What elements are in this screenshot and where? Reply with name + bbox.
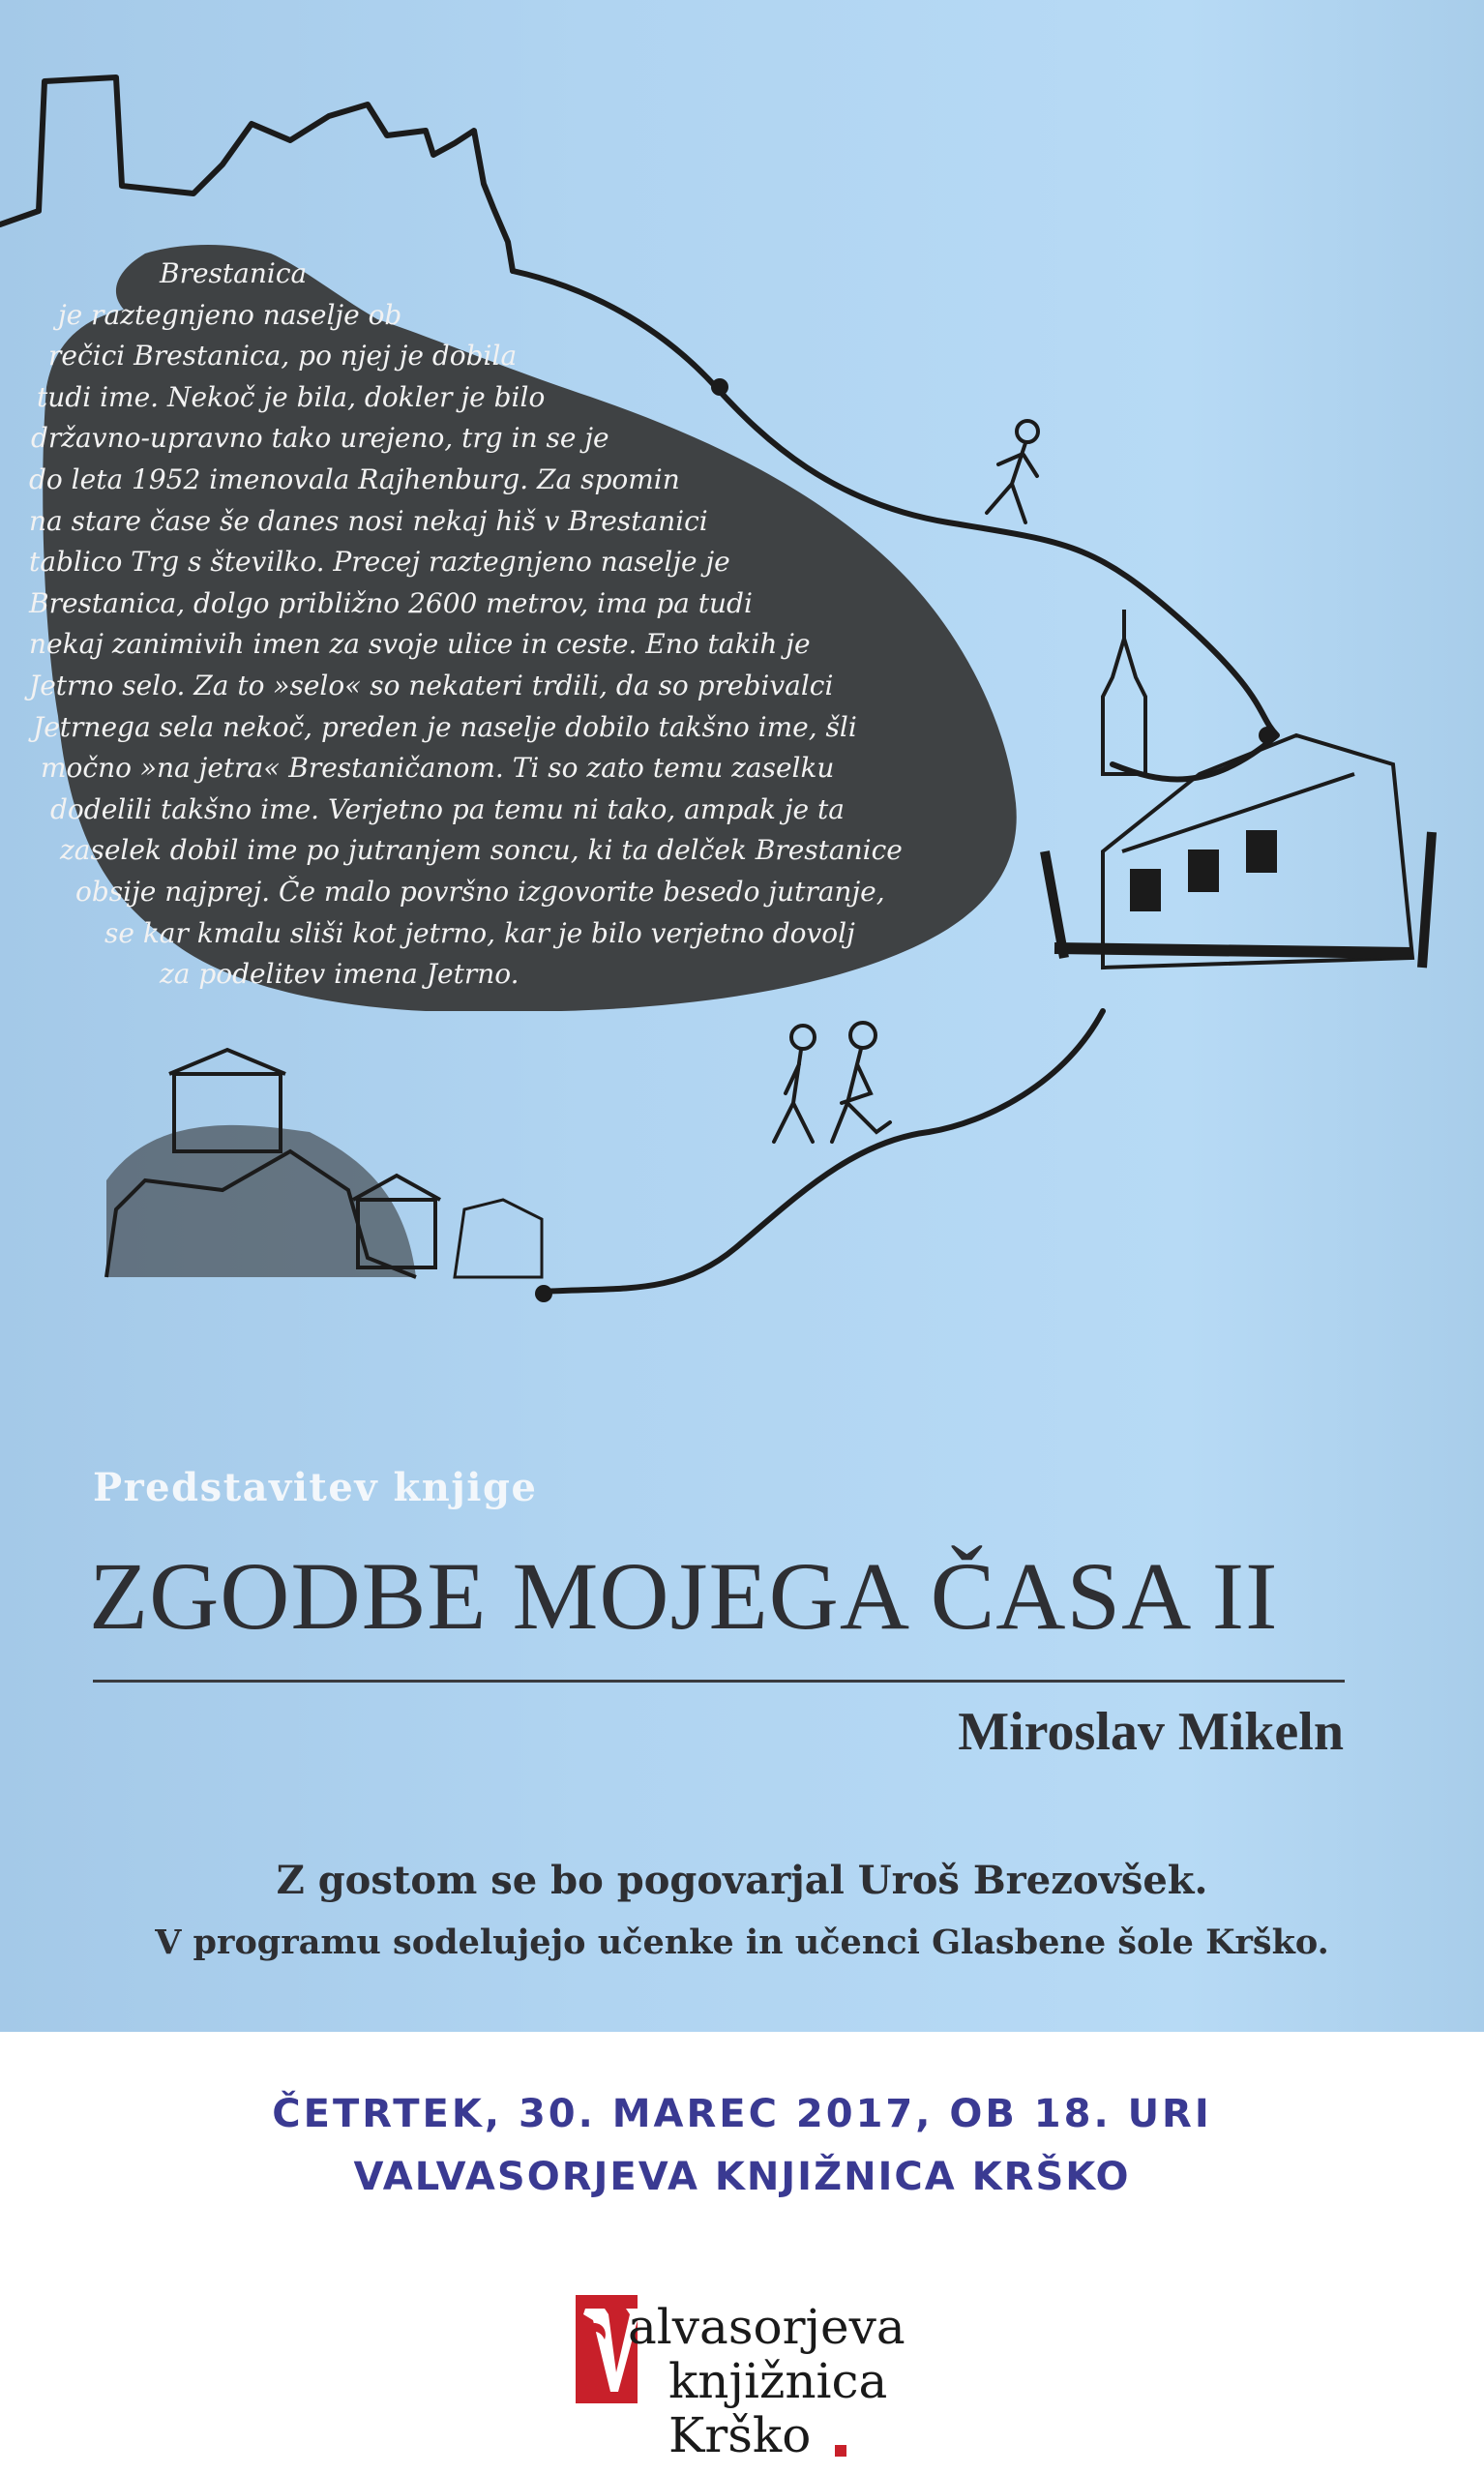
castle-on-rock-illustration — [106, 1050, 542, 1277]
bubble-line: obsije najprej. Če malo površno izgovorite besedo jutranje, — [75, 875, 885, 908]
bubble-line: na stare čase še danes nosi nekaj hiš v Brestanici — [29, 504, 708, 537]
bubble-line: dodelili takšno ime. Verjetno pa temu ni tako, ampak je ta — [50, 792, 845, 825]
book-intro-label: Predstavitev knjige — [93, 1465, 538, 1510]
bubble-line: do leta 1952 imenovala Rajhenburg. Za spomin — [29, 462, 680, 495]
bubble-line: Brestanica, dolgo približno 2600 metrov, ima pa tudi — [29, 586, 753, 619]
bubble-line: rečici Brestanica, po njej je dobila — [48, 340, 518, 373]
logo-text-line-2: knjižnica — [668, 2353, 888, 2409]
bubble-line: državno-upravno tako urejeno, trg in se je — [31, 422, 609, 455]
title-divider — [93, 1680, 1345, 1683]
book-author: Miroslav Mikeln — [958, 1702, 1344, 1762]
book-title: ZGODBE MOJEGA ČASA II — [89, 1542, 1279, 1650]
event-date: ČETRTEK, 30. MAREC 2017, OB 18. URI — [272, 2092, 1212, 2136]
bubble-line: se kar kmalu sliši kot jetrno, kar je bilo verjetno dovolj — [104, 916, 855, 949]
logo-text-line-1: alvasorjeva — [628, 2299, 905, 2355]
event-venue: VALVASORJEVA KNJIŽNICA KRŠKO — [353, 2155, 1131, 2199]
bubble-line: Jetrnega sela nekoč, preden je naselje dobilo takšno ime, šli — [33, 710, 857, 743]
bubble-line: nekaj zanimivih imen za svoje ulice in ceste. Eno takih je — [29, 628, 811, 661]
bubble-story-text — [29, 253, 996, 996]
walking-couple-icon — [774, 1023, 890, 1142]
church-illustration — [1045, 610, 1432, 968]
bubble-line: Jetrno selo. Za to »selo« so nekateri trdili, da so prebivalci — [29, 669, 834, 701]
logo-text-line-3: Krško — [668, 2407, 812, 2463]
library-logo — [576, 2293, 924, 2467]
bubble-line: zaselek dobil ime po jutranjem soncu, ki ta delček Brestanice — [60, 834, 903, 867]
guest-announcement: Z gostom se bo pogovarjal Uroš Brezovšek. — [276, 1858, 1208, 1903]
bubble-line: tudi ime. Nekoč je bila, dokler je bilo — [37, 380, 546, 413]
bubble-line: je raztegnjeno naselje ob — [58, 298, 402, 331]
bubble-line: tablico Trg s številko. Precej raztegnjeno naselje je — [29, 546, 730, 579]
winding-path-lower — [542, 1011, 1103, 1292]
castle-ruin-outline — [0, 77, 513, 271]
bubble-line: močno »na jetra« Brestaničanom. Ti so zato temu zaselku — [41, 752, 835, 785]
bubble-line: za podelitev imena Jetrno. — [160, 958, 519, 991]
logo-red-dot — [835, 2445, 846, 2457]
program-announcement: V programu sodelujejo učenke in učenci Glasbene šole Krško. — [155, 1923, 1329, 1962]
bubble-line: Brestanica — [160, 257, 308, 289]
